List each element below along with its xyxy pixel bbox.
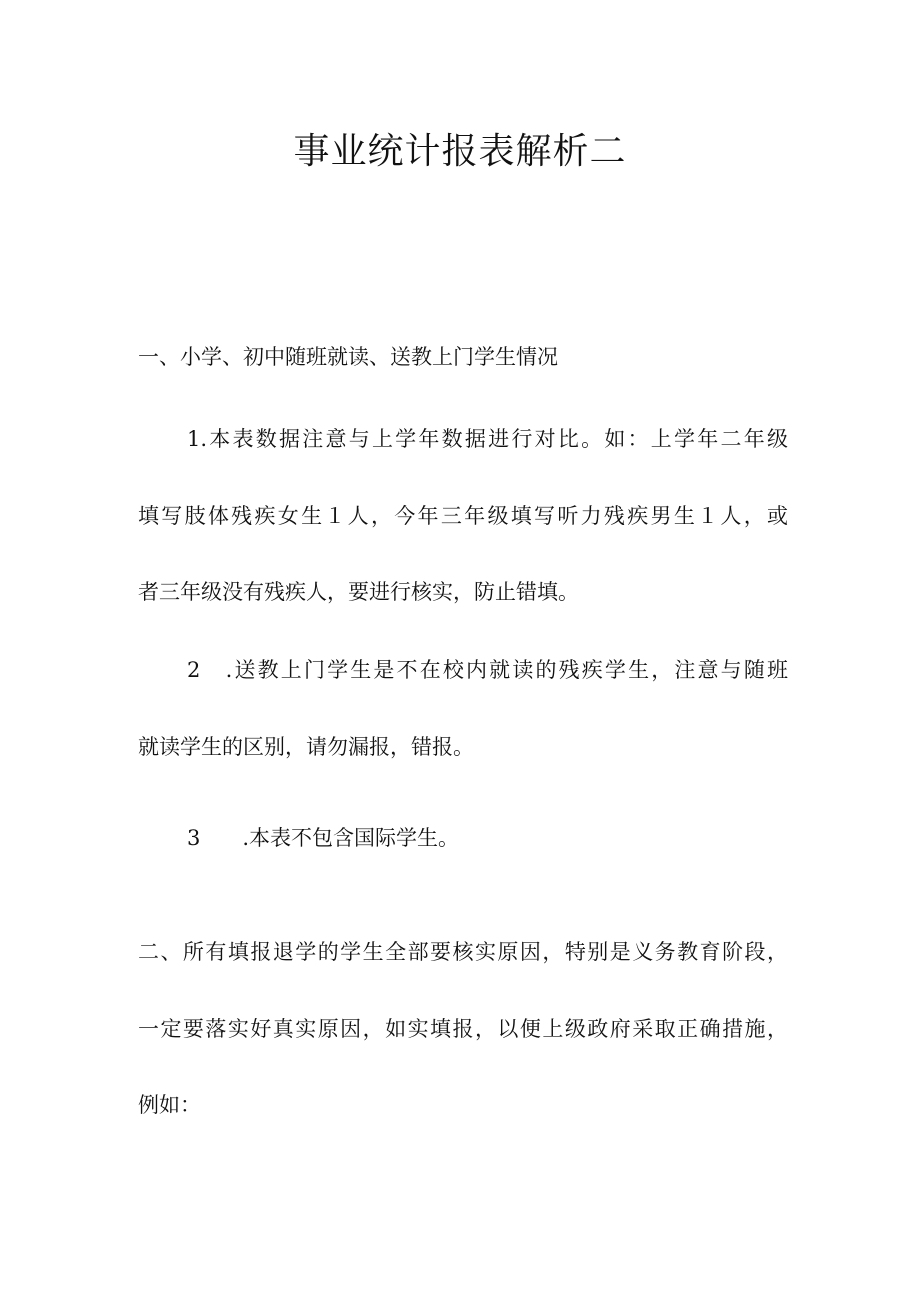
paragraph-1-line-2: 填写肢体残疾女生１人，今年三年级填写听力残疾男生１人，或 <box>138 504 788 528</box>
paragraph-2-line-2: 就读学生的区别，请勿漏报，错报。 <box>138 735 474 759</box>
paragraph-2-line-1: 2 .送教上门学生是不在校内就读的残疾学生，注意与随班 <box>187 658 788 682</box>
section-heading-2-line-1: 二、所有填报退学的学生全部要核实原因，特别是义务教育阶段， <box>138 940 788 964</box>
section-heading-2-line-3: 例如： <box>138 1093 201 1117</box>
section-heading-1: 一、小学、初中随班就读、送教上门学生情况 <box>138 345 558 369</box>
paragraph-3-line-1: 3 .本表不包含国际学生。 <box>187 826 460 850</box>
paragraph-1-line-1: 1.本表数据注意与上学年数据进行对比。如：上学年二年级 <box>187 427 788 451</box>
document-title: 事业统计报表解析二 <box>293 131 627 172</box>
section-heading-2-line-2: 一定要落实好真实原因，如实填报，以便上级政府采取正确措施， <box>138 1017 788 1041</box>
paragraph-1-line-3: 者三年级没有残疾人，要进行核实，防止错填。 <box>138 580 579 604</box>
